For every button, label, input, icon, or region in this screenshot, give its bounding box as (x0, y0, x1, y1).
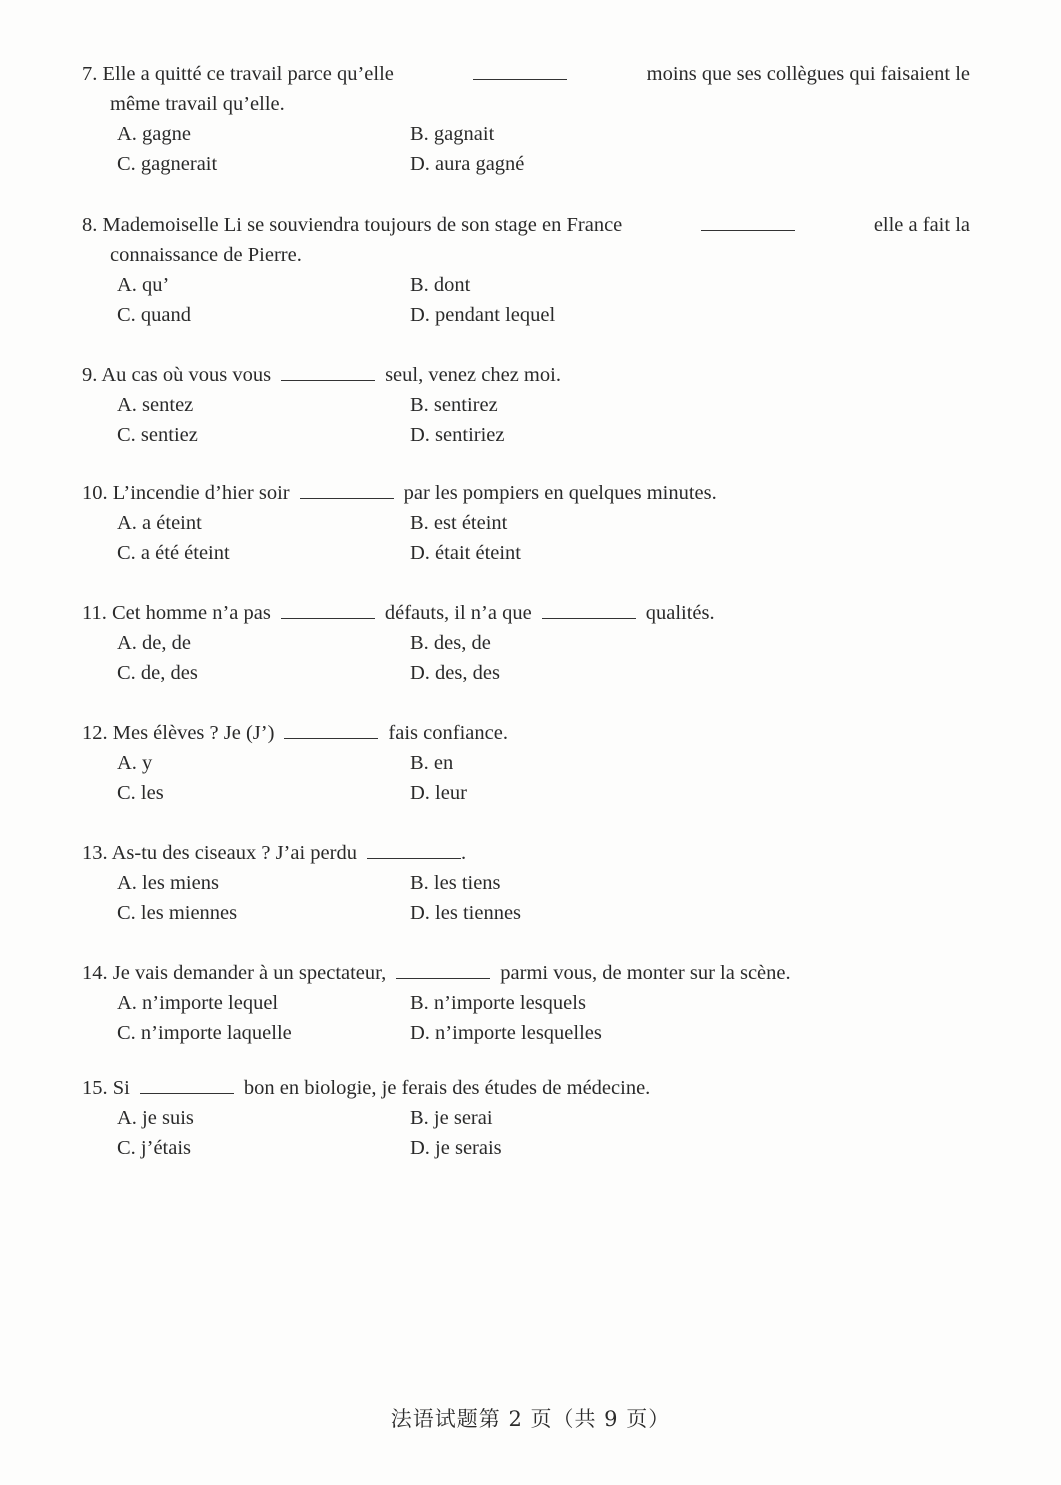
question-number: 13. (82, 842, 108, 864)
answer-options (82, 119, 970, 179)
stem-text-before: L’incendie d’hier soir (112, 482, 290, 504)
stem-text-after: seul, venez chez moi. (385, 364, 561, 386)
stem-text-after: bon en biologie, je ferais des études de médecine. (243, 1077, 651, 1099)
stem-text-before: Mes élèves ? Je (J’) (112, 722, 275, 744)
answer-blank (473, 61, 567, 80)
page-footer: 法语试题第 2 页（共 9 页） (390, 1407, 671, 1431)
stem-text-after: elle a fait la (873, 214, 970, 236)
option-d: D. n’importe lesquelles (410, 1022, 602, 1044)
option-a: A. gagne (117, 123, 192, 145)
question-stem (82, 59, 970, 89)
answer-options (82, 390, 970, 450)
stem-text-before: Je vais demander à un spectateur, (112, 962, 387, 984)
option-d: D. je serais (410, 1137, 502, 1159)
question-11 (82, 598, 970, 688)
question-number: 11. (82, 602, 107, 624)
question-number: 14. (82, 962, 108, 984)
question-stem (82, 958, 970, 988)
question-stem (82, 838, 970, 868)
option-b: B. des, de (410, 632, 491, 654)
answer-blank (701, 212, 795, 231)
stem-text-before: Cet homme n’a pas (112, 602, 271, 624)
question-7 (82, 59, 970, 179)
stem-continuation: même travail qu’elle. (110, 93, 285, 115)
answer-options (82, 988, 970, 1048)
stem-text-before: Au cas où vous vous (101, 364, 272, 386)
stem-text-after: moins que ses collègues qui faisaient le (646, 63, 970, 85)
stem-text-before: Mademoiselle Li se souviendra toujours de son stage en France (102, 214, 623, 236)
answer-options (82, 868, 970, 928)
question-stem (82, 598, 970, 628)
option-b: B. est éteint (410, 512, 508, 534)
answer-blank-1 (281, 600, 375, 619)
stem-text-after: . (460, 842, 467, 864)
answer-options (82, 1103, 970, 1163)
answer-blank-2 (542, 600, 636, 619)
question-number: 8. (82, 214, 98, 236)
option-a: A. les miens (117, 872, 219, 894)
answer-options (82, 270, 970, 330)
answer-options (82, 508, 970, 568)
option-c: C. j’étais (117, 1137, 192, 1159)
option-b: B. je serai (410, 1107, 493, 1129)
option-b: B. les tiens (410, 872, 501, 894)
option-a: A. de, de (117, 632, 192, 654)
question-15 (82, 1073, 970, 1163)
option-d: D. aura gagné (410, 153, 525, 175)
question-number: 10. (82, 482, 108, 504)
question-9 (82, 360, 970, 450)
stem-text-middle: défauts, il n’a que (384, 602, 532, 624)
question-stem (82, 478, 970, 508)
question-number: 7. (82, 63, 98, 85)
answer-blank (140, 1075, 234, 1094)
stem-text-before: Si (112, 1077, 130, 1099)
stem-continuation: connaissance de Pierre. (110, 244, 302, 266)
question-stem (82, 718, 970, 748)
answer-blank (284, 720, 378, 739)
question-number: 9. (82, 364, 98, 386)
answer-blank (300, 480, 394, 499)
question-stem (82, 210, 970, 240)
answer-options (82, 748, 970, 808)
question-10 (82, 478, 970, 568)
question-12 (82, 718, 970, 808)
option-d: D. était éteint (410, 542, 521, 564)
option-d: D. pendant lequel (410, 304, 556, 326)
answer-blank (281, 362, 375, 381)
option-c: C. quand (117, 304, 192, 326)
option-a: A. qu’ (117, 274, 170, 296)
stem-text-before: Elle a quitté ce travail parce qu’elle (102, 63, 394, 85)
option-c: C. gagnerait (117, 153, 218, 175)
question-8 (82, 210, 970, 330)
option-b: B. en (410, 752, 454, 774)
option-b: B. sentirez (410, 394, 498, 416)
question-13 (82, 838, 970, 928)
option-a: A. n’importe lequel (117, 992, 279, 1014)
option-b: B. gagnait (410, 123, 495, 145)
question-14 (82, 958, 970, 1048)
stem-text-after: qualités. (645, 602, 715, 624)
option-d: D. leur (410, 782, 467, 804)
stem-text-before: As-tu des ciseaux ? J’ai perdu (111, 842, 357, 864)
option-b: B. dont (410, 274, 471, 296)
option-b: B. n’importe lesquels (410, 992, 586, 1014)
option-c: C. sentiez (117, 424, 198, 446)
option-c: C. n’importe laquelle (117, 1022, 292, 1044)
option-a: A. a éteint (117, 512, 202, 534)
stem-text-after: par les pompiers en quelques minutes. (403, 482, 717, 504)
answer-blank (367, 840, 461, 859)
option-a: A. y (117, 752, 153, 774)
option-c: C. de, des (117, 662, 198, 684)
stem-text-after: parmi vous, de monter sur la scène. (500, 962, 791, 984)
stem-text-after: fais confiance. (388, 722, 508, 744)
answer-blank (396, 960, 490, 979)
question-stem (82, 360, 970, 390)
option-c: C. a été éteint (117, 542, 230, 564)
option-d: D. sentiriez (410, 424, 505, 446)
option-a: A. sentez (117, 394, 194, 416)
option-c: C. les miennes (117, 902, 238, 924)
question-number: 15. (82, 1077, 108, 1099)
question-number: 12. (82, 722, 108, 744)
option-d: D. des, des (410, 662, 500, 684)
option-c: C. les (117, 782, 164, 804)
answer-options (82, 628, 970, 688)
question-stem (82, 1073, 970, 1103)
option-d: D. les tiennes (410, 902, 522, 924)
option-a: A. je suis (117, 1107, 194, 1129)
